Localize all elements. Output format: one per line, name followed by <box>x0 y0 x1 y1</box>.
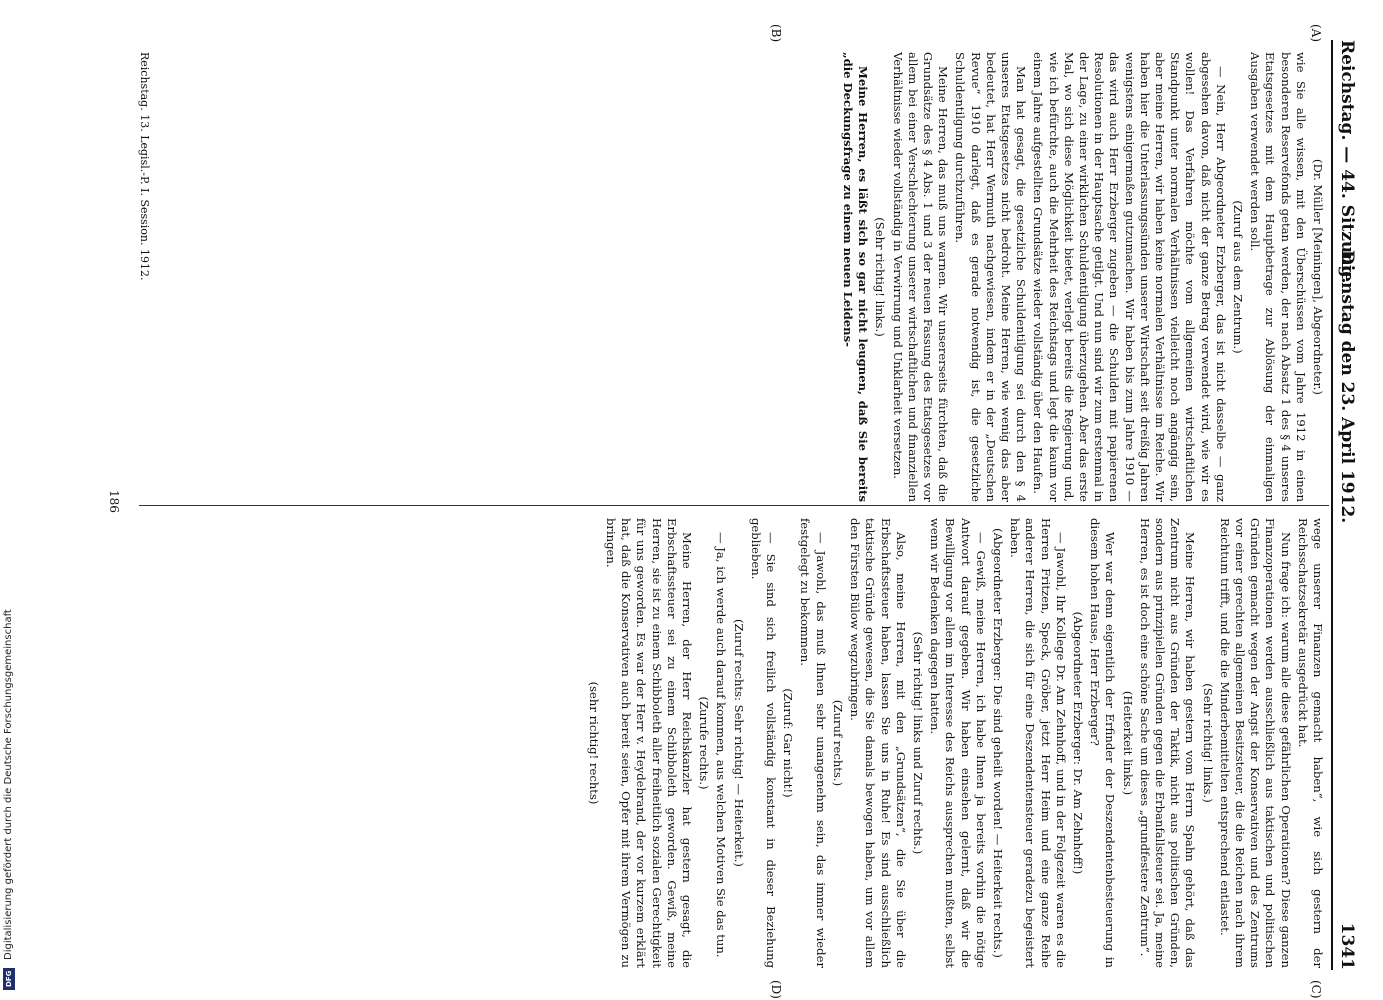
header-date: Dienstag den 23. April 1912. <box>1337 250 1357 524</box>
interjection: (Sehr richtig! links.) <box>1200 683 1215 803</box>
speaker-line: (Dr. Müller [Meiningen], Abgeordneter.) <box>1311 159 1325 395</box>
margin-mark-b: (B) <box>769 24 783 43</box>
paragraph: — Gewiß, meine Herren, ich habe Ihnen ja bereits vorhin die nötige Antwort darauf gegeben. Wir haben einsehen gelernt, daß wir die Bewilligung vor allem im Interesse des Reichs aussprechen mußten, selbst wenn wir Bedenken dagegen hatten. <box>928 518 988 968</box>
paragraph: Man hat gesagt, die gesetzliche Schuldentilgung sei durch den § 4 unseres Etatsgesetzes nicht bedroht. Meine Herren, wie wenig das aber bedeutet, hat Herr Wermuth nachgewiesen, indem er in der „Deutschen Revue“ 1910 darlegt, daß es gerade notwendig ist, die gesetzliche Schuldentilgung durchzuführen. <box>953 52 1029 502</box>
paragraph: Nun frage ich: warum alle diese gefährlichen Operationen? Diese ganzen Finanzoperationen werden ausschließlich aus taktischen und politischen Gründen gemacht wegen der Angst der Konservativen und des Zentrums vor einer gerechten allgemeinen Besitzsteuer, die die Reichen nach ihrem Reichtum trifft, und die die Minderbemittelten entsprechend entlastet. <box>1217 518 1293 968</box>
interjection: (Heiterkeit links.) <box>1120 690 1135 796</box>
paragraph: Meine Herren, es läßt sich so gar nicht leugnen, daß Sie bereits „die Deckungsfrage zu einem neuen Leidens- <box>840 52 871 502</box>
paragraph: Meine Herren, das muß uns warnen. Wir unsererseits fürchten, daß die Grundsätze des § 4 Abs. 1 und 3 der neuen Fassung des Etatsgesetzes vor allem bei einer Verschlechterung unserer wirtschaftlichen und finanziellen Verhältnisse wieder vollständig in Verwirrung und Unklarheit versetzen. <box>890 52 951 502</box>
digitization-credit-text: Digitalisierung gefördert durch die Deutsche Forschungsgemeinschaft <box>3 609 14 960</box>
right-column <box>155 518 1325 968</box>
paragraph: wie Sie alle wissen, mit den Überschüssen vom Jahre 1912 in einen besonderen Reservefonds getan werden, der nach Absatz 1 des § 4 unseres Etatsgesetzes mit dem Hauptbetrage zur Ablösung der einmaligen Ausgaben verwendet werden soll. <box>1248 52 1308 502</box>
paragraph: Meine Herren, wir haben gestern vom Herrn Spahn gehört, daß das Zentrum nicht aus Gründen der Taktik, nicht aus politischen Gründen, sondern aus prinzipiellen Gründen gegen die Erbanfallsteuer sei. Ja, meine Herren, es ist doch eine schöne Sache um dieses „grundfestere Zentrum“. <box>1137 518 1198 968</box>
margin-mark-a: (A) <box>1309 24 1323 43</box>
interjection: (Zuruf: Gar nicht!) <box>781 688 796 798</box>
paragraph: wege unserer Finanzen gemacht haben“, wie sich gestern der Reichsschatzsekretär ausgedrückt hat. <box>1295 518 1325 968</box>
paragraph: — Ja, ich werde auch darauf kommen, aus welchen Motiven Sie das tun. <box>714 532 729 958</box>
interjection: (sehr richtig! rechts) <box>586 681 601 805</box>
interjection: (Abgeordneter Erzberger: Dr. Am Zehnhoff!) <box>1070 611 1085 875</box>
digitization-credit-strip <box>0 0 18 1000</box>
paragraph: — Jawohl, das muß Ihnen sehr unangenehm sein, das immer wieder festgelegt zu bekommen. <box>798 518 828 968</box>
paragraph: Meine Herren, der Herr Reichskanzler hat gestern gesagt, die Erbschaftssteuer sei zu einem Schibboleth geworden. Gewiß, meine Herren, sie ist zu einem Schibboleth aller freiheitlich sozialen Gerechtigkeit für uns geworden. Es war der Herr v. Heydebrand, der vor kurzem erklärt hat, daß die Konservativen auch bereit seien, Opfer mit ihrem Vermögen zu bringen. <box>604 518 695 968</box>
margin-mark-d: (D) <box>769 980 783 999</box>
left-column <box>155 52 1325 502</box>
interjection: (Zuruf rechts: Sehr richtig! — Heiterkeit.) <box>731 619 746 867</box>
dfg-logo: DFG <box>3 968 15 990</box>
interjection: (Abgeordneter Erzberger: Die sind geheilt worden! — Heiterkeit rechts.) <box>990 528 1005 958</box>
interjection: (Sehr richtig! links und Zuruf rechts.) <box>910 631 925 855</box>
paragraph: Wer war denn eigentlich der Erfinder der Deszendentenbesteuerung in diesem hohen Hause, Herr Erzberger? <box>1088 518 1118 968</box>
paragraph: — Jawohl, Ihr Kollege Dr. Am Zehnhoff, und in der Folgezeit waren es die Herren Fritzen, Speck, Gröber, jetzt Herr Heim und eine ganze Reihe anderer Herren, die sich für eine Deszendentensteuer geradezu begeistert haben. <box>1008 518 1068 968</box>
footer-page-number: 186 <box>107 490 121 513</box>
header-page-number: 1341 <box>1337 922 1357 970</box>
footer-session-info: Reichstag. 13. Legisl.-P. I. Session. 1912. <box>138 52 151 281</box>
newspaper-page <box>38 0 1383 1000</box>
interjection: (Zuruf rechts.) <box>830 699 845 787</box>
header-rule <box>1331 40 1333 970</box>
scanned-page-frame <box>38 0 1383 1000</box>
interjection: (Sehr richtig! links.) <box>873 217 888 337</box>
paragraph: — Sie sind sich freilich vollständig konstant in dieser Beziehung geblieben. <box>748 518 779 968</box>
margin-mark-c: (C) <box>1309 980 1323 999</box>
interjection: (Zuruf aus dem Zentrum.) <box>1230 200 1245 354</box>
interjection: (Zurufe rechts.) <box>697 696 712 790</box>
column-divider <box>139 505 1329 506</box>
header-session: Reichstag. — 44. Sitzung. <box>1337 40 1357 284</box>
paragraph: Also, meine Herren, mit den „Grundsätzen“, die Sie über die Erbschaftssteuer haben, lassen Sie uns in Ruhe! Es sind ausschließlich taktische Gründe gewesen, die Sie damals bewogen haben, um vor allem den Fürsten Bülow wegzubringen. <box>848 518 908 968</box>
page-header <box>1333 40 1365 970</box>
paragraph: — Nein, Herr Abgeordneter Erzberger, das ist nicht dasselbe — ganz abgesehen davon, daß nicht der ganze Betrag verwendet wird, wie wir es wollen! Das Verfahren möchte vom allgemeinen wirtschaftlichen Standpunkt unter normalen Verhältnissen vielleicht noch angängig sein, aber meine Herren, wir haben keine normalen Verhältnisse im Reiche. Wir haben hier die Unterlassungssünden unserer Wirtschaft seit dreißig Jahren wenigstens einigermaßen gutzumachen. Wir haben bis zum Jahre 1910 — das wird auch Herr Erzberger zugeben — die Schulden mit papierenen Resolutionen in der Hauptsache getilgt. Und nun sind wir zum erstenmal in der Lage, zu einer wirklichen Schuldentilgung überzugehen. Aber das erste Mal, wo sich diese Möglichkeit bietet, verlegt bereits die Regierung und, wie ich befürchte, auch die Mehrheit des Reichstags und legt die kaum vor einem Jahre aufgestellten Grundsätze wieder vollständig über den Haufen. <box>1031 52 1228 502</box>
